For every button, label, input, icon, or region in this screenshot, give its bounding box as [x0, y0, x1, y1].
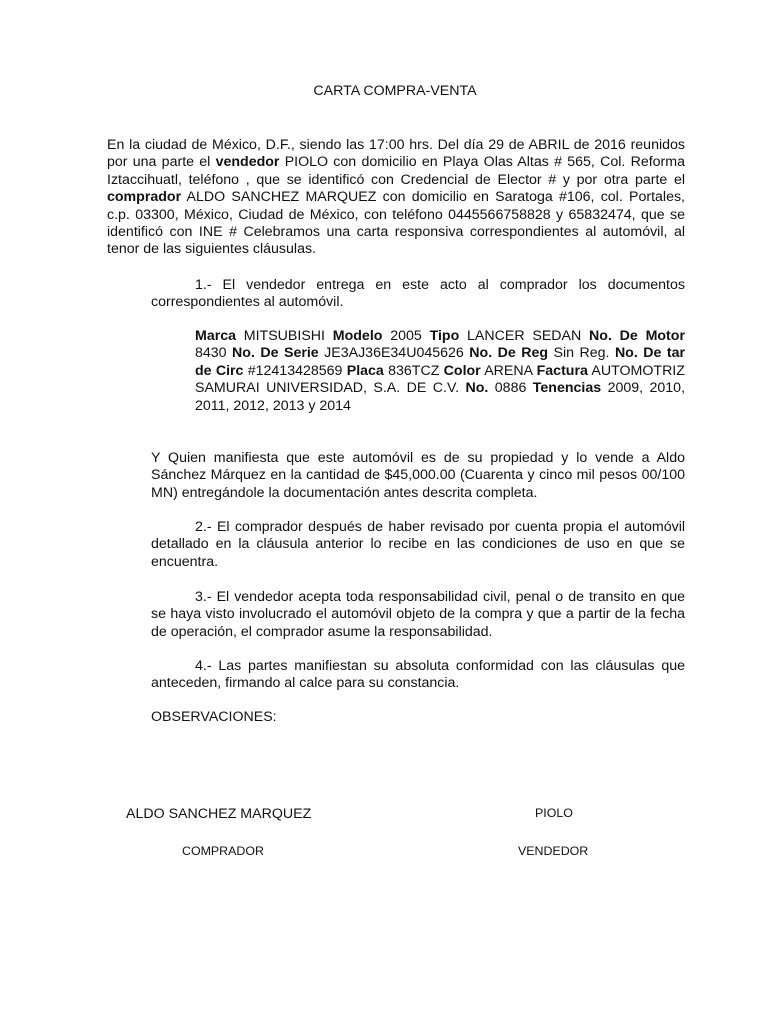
- motor-value: 8430: [195, 345, 227, 362]
- color-value: ARENA: [484, 362, 533, 379]
- seller-role-label: VENDEDOR: [518, 844, 589, 858]
- serie-label: No. De Serie: [232, 345, 319, 362]
- modelo-value: 2005: [390, 328, 422, 344]
- document-title: CARTA COMPRA-VENTA: [313, 83, 477, 99]
- factura-value: AUTOMOTRIZ SAMURAI UNIVERSIDAD, S.A. DE C.V.: [195, 362, 685, 397]
- vehicle-details: [195, 328, 685, 415]
- tenencias-value: 2009, 2010, 2011, 2012, 2013 y 2014: [195, 380, 686, 414]
- factura-number-value: 0886: [494, 380, 527, 397]
- sale-statement: Y Quien manifiesta que este automóvil es de su propiedad y lo vende a Aldo Sánchez Márquez en la cantidad de $45,000.00 (Cuarenta y cinco mil pesos 00/100 MN) entregándole la documentación antes descrita completa.: [151, 450, 685, 501]
- placa-value: 836TCZ: [388, 362, 440, 379]
- vendedor-label: vendedor: [215, 154, 280, 171]
- tenencias-label: Tenencias: [532, 380, 602, 397]
- clause-3: 3.- El vendedor acepta toda responsabilidad civil, penal o de transito en que se haya visto involucrado el automóvil objeto de la compra y que a partir de la fecha de operación, el comprador asume la responsabilidad.: [151, 589, 685, 640]
- intro-text-2: PIOLO con domicilio en Playa Olas Altas # 565, Col. Reforma Iztaccihuatl, teléfono , que se identificó con Credencial de Elector # y por otra parte el: [107, 154, 685, 188]
- tipo-label: Tipo: [429, 328, 460, 344]
- seller-signature-name: PIOLO: [535, 806, 573, 820]
- factura-number-label: No.: [465, 380, 489, 397]
- circ-value: #12413428569: [247, 362, 343, 379]
- color-label: Color: [443, 362, 481, 379]
- marca-value: MITSUBISHI: [243, 328, 325, 344]
- comprador-label: comprador: [107, 189, 182, 206]
- marca-label: Marca: [195, 328, 237, 344]
- observations-heading: OBSERVACIONES:: [151, 709, 277, 725]
- reg-value: Sin Reg.: [553, 345, 610, 362]
- intro-paragraph: [107, 137, 685, 259]
- factura-label: Factura: [536, 362, 588, 379]
- circ-label: No. De tar de Circ: [195, 345, 686, 379]
- placa-label: Placa: [346, 362, 384, 379]
- buyer-signature-name: ALDO SANCHEZ MARQUEZ: [126, 806, 312, 822]
- clause-2: 2.- El comprador después de haber revisado por cuenta propia el automóvil detallado en la cláusula anterior lo recibe en las condiciones de uso en que se encuentra.: [151, 519, 685, 570]
- reg-label: No. De Reg: [469, 345, 549, 362]
- tipo-value: LANCER SEDAN: [467, 328, 582, 344]
- intro-text-3: ALDO SANCHEZ MARQUEZ con domicilio en Saratoga #106, col. Portales, c.p. 03300, México, Ciudad de México, con teléfono 0445566758828 y 65832474, que se identificó con INE # Celebramos una carta responsiva correspondientes al automóvil, al tenor de las siguientes cláusulas.: [107, 189, 685, 258]
- serie-value: JE3AJ36E34U045626: [324, 345, 464, 362]
- modelo-label: Modelo: [332, 328, 383, 344]
- motor-label: No. De Motor: [589, 328, 685, 344]
- buyer-role-label: COMPRADOR: [182, 844, 264, 858]
- clause-4: 4.- Las partes manifiestan su absoluta conformidad con las cláusulas que anteceden, firmando al calce para su constancia.: [151, 658, 685, 692]
- intro-text-1: En la ciudad de México, D.F., siendo las 17:00 hrs. Del día 29 de ABRIL de 2016 reunidos por una parte el: [107, 137, 685, 171]
- clause-1: 1.- El vendedor entrega en este acto al comprador los documentos correspondientes al automóvil.: [151, 277, 685, 311]
